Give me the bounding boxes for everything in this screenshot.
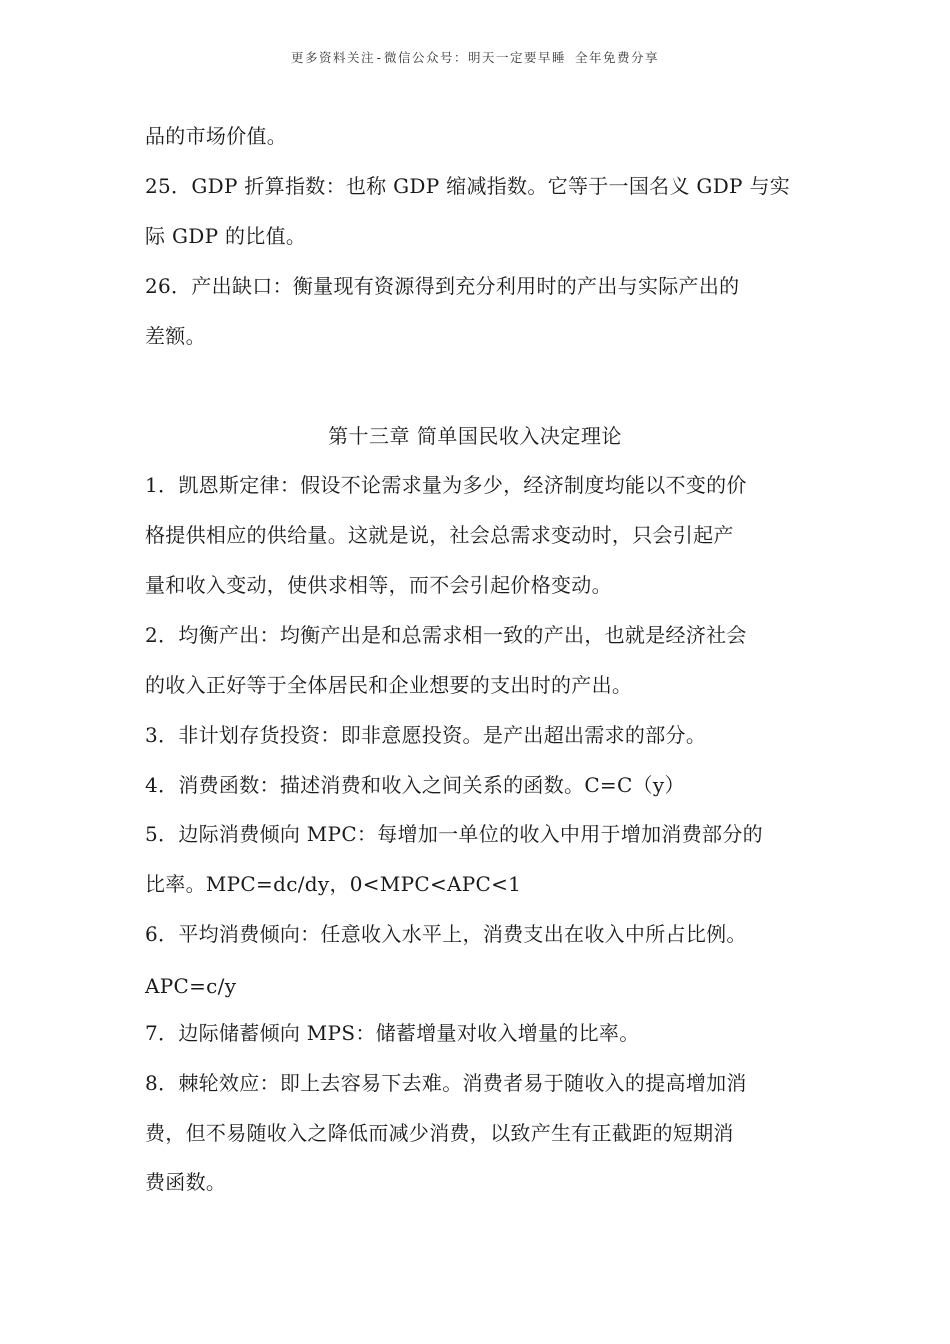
text-line: 差额。 bbox=[145, 324, 206, 348]
text-line: 8．棘轮效应：即上去容易下去难。消费者易于随收入的提高增加消 bbox=[145, 1071, 747, 1095]
text-line: APC=c/y bbox=[145, 974, 237, 998]
text-line: 量和收入变动，使供求相等，而不会引起价格变动。 bbox=[145, 573, 612, 597]
text-line: 3．非计划存货投资：即非意愿投资。是产出超出需求的部分。 bbox=[145, 723, 707, 747]
text-line: 6．平均消费倾向：任意收入水平上，消费支出在收入中所占比例。 bbox=[145, 922, 747, 946]
page-header: 更多资料关注-微信公众号：明天一定要早睡 全年免费分享 bbox=[290, 50, 660, 65]
text-line: 25．GDP 折算指数：也称 GDP 缩减指数。它等于一国名义 GDP 与实 bbox=[145, 174, 791, 198]
text-line: 品的市场价值。 bbox=[145, 124, 288, 148]
text-line: 的收入正好等于全体居民和企业想要的支出时的产出。 bbox=[145, 673, 633, 697]
text-line: 比率。MPC=dc/dy，0<MPC<APC<1 bbox=[145, 872, 522, 896]
text-line: 1．凯恩斯定律：假设不论需求量为多少，经济制度均能以不变的价 bbox=[145, 473, 747, 497]
chapter-title: 第十三章 简单国民收入决定理论 bbox=[328, 424, 622, 448]
text-line: 费函数。 bbox=[145, 1170, 227, 1194]
text-line: 4．消费函数：描述消费和收入之间关系的函数。C=C（y） bbox=[145, 773, 685, 797]
text-line: 7．边际储蓄倾向 MPS：储蓄增量对收入增量的比率。 bbox=[145, 1021, 640, 1045]
text-line: 2．均衡产出：均衡产出是和总需求相一致的产出，也就是经济社会 bbox=[145, 623, 747, 647]
text-line: 际 GDP 的比值。 bbox=[145, 224, 307, 248]
text-line: 5．边际消费倾向 MPC：每增加一单位的收入中用于增加消费部分的 bbox=[145, 822, 763, 846]
text-line: 格提供相应的供给量。这就是说，社会总需求变动时，只会引起产 bbox=[145, 523, 734, 547]
text-line: 26．产出缺口：衡量现有资源得到充分利用时的产出与实际产出的 bbox=[145, 274, 740, 298]
text-line: 费，但不易随收入之降低而减少消费，以致产生有正截距的短期消 bbox=[145, 1121, 734, 1145]
